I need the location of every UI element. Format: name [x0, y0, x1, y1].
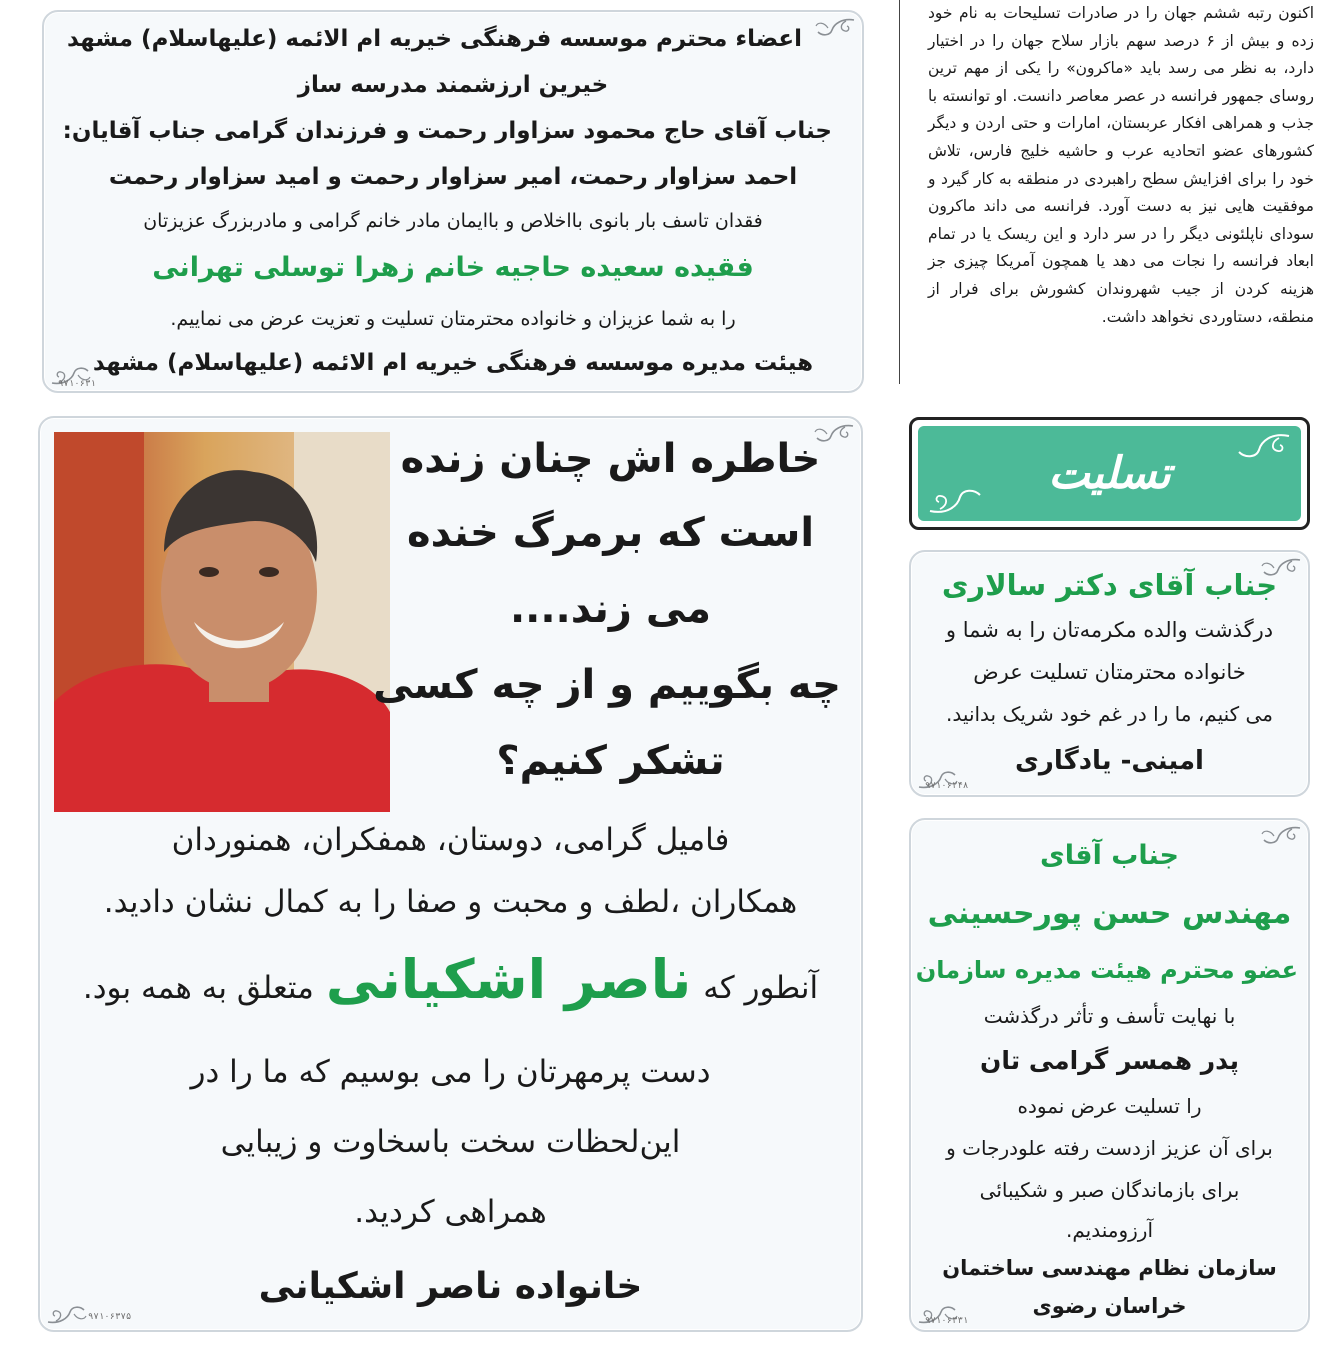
name-line: [50, 948, 851, 1011]
notice-line: فقدان تاسف بار بانوی بااخلاص و باایمان مادر خانم گرامی و مادربزرگ عزیزتان: [143, 210, 763, 232]
notice-signature: سازمان نظام مهندسی ساختمان: [942, 1256, 1277, 1280]
ornament-icon: [46, 1304, 90, 1326]
notice-signature: خراسان رضوی: [1032, 1294, 1187, 1318]
banner-title: تسلیت: [1048, 448, 1171, 499]
body-line: همراهی کردید.: [354, 1194, 547, 1230]
deceased-name: ناصر اشکیانی: [325, 948, 692, 1011]
floral-ornament-icon: [928, 485, 988, 515]
ad-code: ۹۷۱۰۶۳۱: [58, 379, 96, 389]
notice-line: احمد سزاوار رحمت، امیر سزاوار رحمت و امید سزاوار رحمت: [108, 164, 798, 190]
body-line: فامیل گرامی، دوستان، همفکران، همنوردان: [171, 822, 730, 858]
quote-line: چه بگوییم و از چه کسی: [373, 662, 841, 708]
notice-heading: جناب آقای دکتر سالاری: [941, 568, 1278, 602]
ad-code: ۹۷۱۰۶۳۳۱: [925, 1316, 969, 1326]
notice-line: را تسلیت عرض نموده: [1017, 1094, 1202, 1118]
deceased-name: فقیده سعیده حاجیه خانم زهرا توسلی تهرانی: [152, 252, 754, 283]
body-text: آنطور که: [703, 970, 819, 1006]
notice-line: برای بازماندگان صبر و شکیبائی: [979, 1178, 1240, 1202]
notice-signature: خانواده ناصر اشکیانی: [258, 1266, 643, 1307]
notice-line: پدر همسر گرامی تان: [980, 1046, 1239, 1075]
ornament-icon: [812, 16, 856, 38]
banner-panel: [918, 426, 1301, 521]
notice-line: جناب آقای حاج محمود سزاوار رحمت و فرزندان گرامی جناب آقایان:: [62, 118, 832, 144]
ad-code: ۹۷۱۰۶۳۷۵: [88, 1312, 132, 1322]
body-line: همکاران ،لطف و محبت و صفا را به کمال نشان دادید.: [103, 884, 798, 920]
notice-line: خانواده محترمتان تسلیت عرض: [973, 660, 1246, 684]
notice-signature: هیئت مدیره موسسه فرهنگی خیریه ام الائمه (علیهاسلام) مشهد: [92, 350, 814, 376]
notice-line: می کنیم، ما را در غم خود شریک بدانید.: [946, 702, 1273, 726]
notice-line: درگذشت والده مکرمه‌تان را به شما و: [945, 618, 1274, 642]
notice-line: خیرین ارزشمند مدرسه ساز: [297, 72, 609, 98]
quote-line: خاطره اش چنان زنده: [400, 436, 821, 482]
quote-line: است که برمرگ خنده: [406, 510, 815, 556]
floral-ornament-icon: [1231, 432, 1291, 462]
body-line: این‌لحظات سخت باسخاوت و زیبایی: [220, 1124, 681, 1160]
recipient-title: عضو محترم هیئت مدیره سازمان: [915, 956, 1298, 984]
quote-line: می زند....: [509, 586, 712, 632]
ad-code: ۹۷۱۰۶۲۴۸: [925, 781, 969, 791]
condolence-banner: [909, 417, 1310, 530]
notice-line: آرزومندیم.: [1065, 1218, 1153, 1242]
recipient-name: مهندس حسن پورحسینی: [927, 896, 1292, 931]
notice-line: با نهایت تأسف و تأثر درگذشت: [983, 1004, 1236, 1028]
column-divider: [899, 0, 900, 384]
body-text: متعلق به همه بود.: [82, 970, 314, 1006]
portrait-photo: [54, 432, 390, 812]
notice-line: اعضاء محترم موسسه فرهنگی خیریه ام الائمه (علیهاسلام) مشهد: [66, 26, 802, 52]
condolence-notice-4: [909, 818, 1310, 1332]
condolence-notice-1: [42, 10, 864, 393]
notice-line: برای آن عزیز ازدست رفته علودرجات و: [946, 1136, 1273, 1160]
condolence-notice-2: [38, 416, 863, 1332]
notice-line: را به شما عزیزان و خانواده محترمتان تسلیت و تعزیت عرض می نماییم.: [170, 308, 736, 330]
body-line: دست پرمهرتان را می بوسیم که ما را در: [190, 1054, 711, 1090]
quote-line: تشکر کنیم؟: [496, 738, 725, 784]
notice-signature: امینی- یادگاری: [1015, 746, 1204, 776]
notice-heading: جناب آقای: [1040, 840, 1179, 871]
condolence-notice-3: [909, 550, 1310, 797]
article-text: اکنون رتبه ششم جهان را در صادرات تسلیحات به نام خود زده و بیش از ۶ درصد سهم بازار سلاح جهان را در اختیار دارد، به نظر می رسد باید «ماکرون» را یکی از مهم ترین روسای جمهور فرانسه در عصر معاصر دانست. او توانسته با جذب و همراهی افکار عربستان، امارات و حتی اردن و دیگر کشورهای عضو اتحادیه عرب و حاشیه خلیج فارس، تلاش خود را برای افزایش سطح راهبردی در منطقه به کار گیرد و موفقیت هایی نیز به دست آورد. فرانسه می داند ماکرون سودای ناپلئونی دیگر را در سر دارد و این ریسک یا در تمام ابعاد فرانسه را نجات می دهد یا همچون آمریکا چیزی جز هزینه کردن از جیب شهروندان کشورش برای فرار از منطقه، دستاوردی نخواهد داشت.: [928, 4, 1314, 326]
